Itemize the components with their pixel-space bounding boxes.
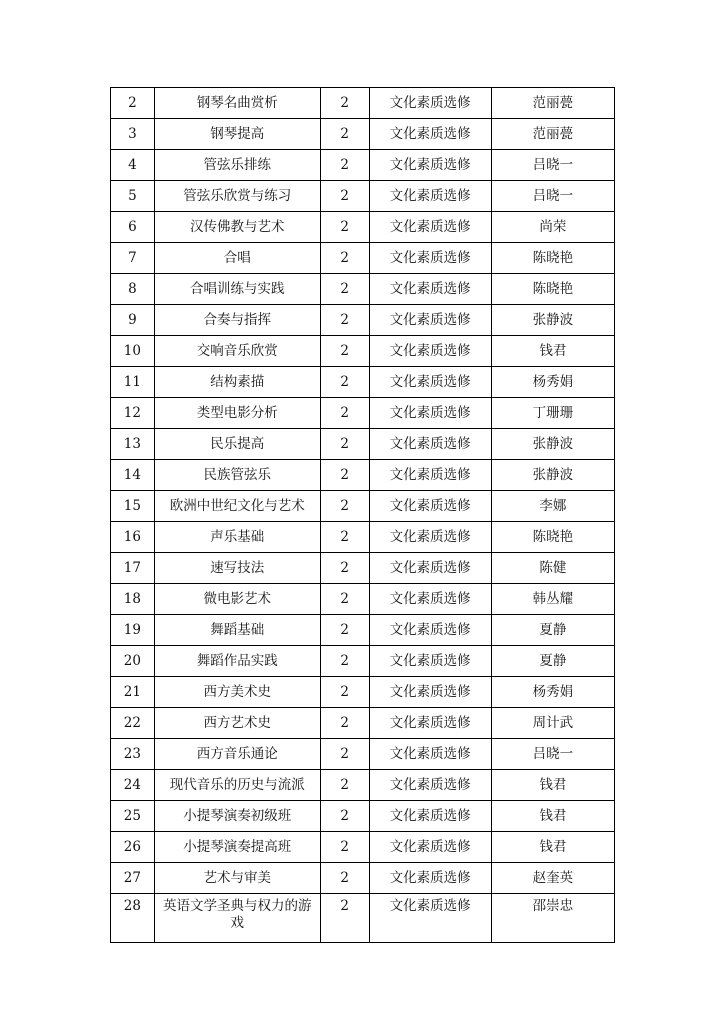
course-type-cell: 文化素质选修 bbox=[369, 243, 491, 274]
course-type-cell: 文化素质选修 bbox=[369, 522, 491, 553]
teacher-cell: 杨秀娟 bbox=[491, 367, 614, 398]
course-name-cell: 合唱训练与实践 bbox=[154, 274, 320, 305]
table-row bbox=[111, 491, 615, 522]
course-name-cell: 微电影艺术 bbox=[154, 584, 320, 615]
course-name-cell: 小提琴演奏初级班 bbox=[154, 801, 320, 832]
teacher-cell: 张静波 bbox=[491, 460, 614, 491]
credit-cell: 2 bbox=[320, 150, 369, 181]
teacher-cell: 钱君 bbox=[491, 336, 614, 367]
course-table bbox=[110, 87, 615, 943]
course-name-cell: 钢琴提高 bbox=[154, 119, 320, 150]
course-type-cell: 文化素质选修 bbox=[369, 305, 491, 336]
row-number-cell: 21 bbox=[111, 677, 155, 708]
row-number-cell: 16 bbox=[111, 522, 155, 553]
course-name-cell: 民族管弦乐 bbox=[154, 460, 320, 491]
row-number-cell: 2 bbox=[111, 88, 155, 119]
course-name-cell: 合唱 bbox=[154, 243, 320, 274]
table-row bbox=[111, 522, 615, 553]
row-number-cell: 20 bbox=[111, 646, 155, 677]
teacher-cell: 吕晓一 bbox=[491, 150, 614, 181]
course-type-cell: 文化素质选修 bbox=[369, 770, 491, 801]
table-row bbox=[111, 429, 615, 460]
teacher-cell: 赵奎英 bbox=[491, 863, 614, 894]
row-number-cell: 17 bbox=[111, 553, 155, 584]
course-type-cell: 文化素质选修 bbox=[369, 615, 491, 646]
course-type-cell: 文化素质选修 bbox=[369, 336, 491, 367]
teacher-cell: 杨秀娟 bbox=[491, 677, 614, 708]
course-type-cell: 文化素质选修 bbox=[369, 181, 491, 212]
table-row bbox=[111, 88, 615, 119]
table-row bbox=[111, 832, 615, 863]
row-number-cell: 8 bbox=[111, 274, 155, 305]
row-number-cell: 15 bbox=[111, 491, 155, 522]
row-number-cell: 24 bbox=[111, 770, 155, 801]
table-row bbox=[111, 708, 615, 739]
course-type-cell: 文化素质选修 bbox=[369, 584, 491, 615]
course-type-cell: 文化素质选修 bbox=[369, 708, 491, 739]
row-number-cell: 22 bbox=[111, 708, 155, 739]
credit-cell: 2 bbox=[320, 367, 369, 398]
teacher-cell: 邵崇忠 bbox=[491, 894, 614, 943]
course-type-cell: 文化素质选修 bbox=[369, 801, 491, 832]
course-type-cell: 文化素质选修 bbox=[369, 88, 491, 119]
table-row bbox=[111, 460, 615, 491]
credit-cell: 2 bbox=[320, 398, 369, 429]
row-number-cell: 26 bbox=[111, 832, 155, 863]
course-name-cell: 西方音乐通论 bbox=[154, 739, 320, 770]
credit-cell: 2 bbox=[320, 460, 369, 491]
row-number-cell: 19 bbox=[111, 615, 155, 646]
course-type-cell: 文化素质选修 bbox=[369, 739, 491, 770]
credit-cell: 2 bbox=[320, 336, 369, 367]
row-number-cell: 27 bbox=[111, 863, 155, 894]
course-type-cell: 文化素质选修 bbox=[369, 119, 491, 150]
table-row bbox=[111, 553, 615, 584]
row-number-cell: 10 bbox=[111, 336, 155, 367]
credit-cell: 2 bbox=[320, 677, 369, 708]
teacher-cell: 周计武 bbox=[491, 708, 614, 739]
credit-cell: 2 bbox=[320, 894, 369, 943]
course-table-body bbox=[111, 88, 615, 943]
course-type-cell: 文化素质选修 bbox=[369, 150, 491, 181]
row-number-cell: 7 bbox=[111, 243, 155, 274]
course-name-cell: 管弦乐欣赏与练习 bbox=[154, 181, 320, 212]
teacher-cell: 陈晓艳 bbox=[491, 243, 614, 274]
course-name-cell: 西方艺术史 bbox=[154, 708, 320, 739]
credit-cell: 2 bbox=[320, 274, 369, 305]
course-name-cell: 钢琴名曲赏析 bbox=[154, 88, 320, 119]
table-row bbox=[111, 894, 615, 943]
credit-cell: 2 bbox=[320, 305, 369, 336]
teacher-cell: 张静波 bbox=[491, 429, 614, 460]
table-row bbox=[111, 243, 615, 274]
credit-cell: 2 bbox=[320, 770, 369, 801]
credit-cell: 2 bbox=[320, 119, 369, 150]
course-name-cell: 结构素描 bbox=[154, 367, 320, 398]
teacher-cell: 韩丛耀 bbox=[491, 584, 614, 615]
row-number-cell: 28 bbox=[111, 894, 155, 943]
credit-cell: 2 bbox=[320, 243, 369, 274]
row-number-cell: 12 bbox=[111, 398, 155, 429]
course-type-cell: 文化素质选修 bbox=[369, 832, 491, 863]
course-name-cell: 英语文学圣典与权力的游戏 bbox=[154, 894, 320, 943]
teacher-cell: 钱君 bbox=[491, 832, 614, 863]
credit-cell: 2 bbox=[320, 646, 369, 677]
table-row bbox=[111, 212, 615, 243]
credit-cell: 2 bbox=[320, 615, 369, 646]
table-row bbox=[111, 398, 615, 429]
credit-cell: 2 bbox=[320, 584, 369, 615]
teacher-cell: 陈晓艳 bbox=[491, 274, 614, 305]
course-name-cell: 舞蹈基础 bbox=[154, 615, 320, 646]
table-row bbox=[111, 677, 615, 708]
teacher-cell: 钱君 bbox=[491, 770, 614, 801]
course-type-cell: 文化素质选修 bbox=[369, 274, 491, 305]
credit-cell: 2 bbox=[320, 801, 369, 832]
row-number-cell: 9 bbox=[111, 305, 155, 336]
teacher-cell: 张静波 bbox=[491, 305, 614, 336]
table-row bbox=[111, 584, 615, 615]
row-number-cell: 18 bbox=[111, 584, 155, 615]
credit-cell: 2 bbox=[320, 212, 369, 243]
row-number-cell: 11 bbox=[111, 367, 155, 398]
course-name-cell: 管弦乐排练 bbox=[154, 150, 320, 181]
teacher-cell: 钱君 bbox=[491, 801, 614, 832]
course-type-cell: 文化素质选修 bbox=[369, 429, 491, 460]
credit-cell: 2 bbox=[320, 553, 369, 584]
table-row bbox=[111, 181, 615, 212]
credit-cell: 2 bbox=[320, 863, 369, 894]
course-type-cell: 文化素质选修 bbox=[369, 367, 491, 398]
teacher-cell: 吕晓一 bbox=[491, 181, 614, 212]
credit-cell: 2 bbox=[320, 708, 369, 739]
course-type-cell: 文化素质选修 bbox=[369, 894, 491, 943]
course-name-cell: 艺术与审美 bbox=[154, 863, 320, 894]
credit-cell: 2 bbox=[320, 832, 369, 863]
teacher-cell: 尚荣 bbox=[491, 212, 614, 243]
row-number-cell: 6 bbox=[111, 212, 155, 243]
credit-cell: 2 bbox=[320, 429, 369, 460]
course-name-cell: 合奏与指挥 bbox=[154, 305, 320, 336]
course-name-cell: 民乐提高 bbox=[154, 429, 320, 460]
credit-cell: 2 bbox=[320, 88, 369, 119]
teacher-cell: 陈健 bbox=[491, 553, 614, 584]
table-row bbox=[111, 367, 615, 398]
course-type-cell: 文化素质选修 bbox=[369, 646, 491, 677]
course-type-cell: 文化素质选修 bbox=[369, 212, 491, 243]
table-row bbox=[111, 801, 615, 832]
row-number-cell: 14 bbox=[111, 460, 155, 491]
course-name-cell: 速写技法 bbox=[154, 553, 320, 584]
credit-cell: 2 bbox=[320, 522, 369, 553]
credit-cell: 2 bbox=[320, 739, 369, 770]
course-type-cell: 文化素质选修 bbox=[369, 677, 491, 708]
course-name-cell: 欧洲中世纪文化与艺术 bbox=[154, 491, 320, 522]
table-row bbox=[111, 150, 615, 181]
row-number-cell: 23 bbox=[111, 739, 155, 770]
table-row bbox=[111, 336, 615, 367]
course-type-cell: 文化素质选修 bbox=[369, 553, 491, 584]
table-row bbox=[111, 305, 615, 336]
table-row bbox=[111, 615, 615, 646]
teacher-cell: 夏静 bbox=[491, 615, 614, 646]
row-number-cell: 4 bbox=[111, 150, 155, 181]
course-name-cell: 类型电影分析 bbox=[154, 398, 320, 429]
course-name-cell: 现代音乐的历史与流派 bbox=[154, 770, 320, 801]
row-number-cell: 5 bbox=[111, 181, 155, 212]
course-type-cell: 文化素质选修 bbox=[369, 460, 491, 491]
credit-cell: 2 bbox=[320, 491, 369, 522]
credit-cell: 2 bbox=[320, 181, 369, 212]
course-name-cell: 交响音乐欣赏 bbox=[154, 336, 320, 367]
teacher-cell: 范丽甍 bbox=[491, 119, 614, 150]
course-name-cell: 小提琴演奏提高班 bbox=[154, 832, 320, 863]
row-number-cell: 3 bbox=[111, 119, 155, 150]
teacher-cell: 范丽甍 bbox=[491, 88, 614, 119]
table-row bbox=[111, 119, 615, 150]
teacher-cell: 李娜 bbox=[491, 491, 614, 522]
table-row bbox=[111, 646, 615, 677]
table-row bbox=[111, 274, 615, 305]
course-type-cell: 文化素质选修 bbox=[369, 491, 491, 522]
course-type-cell: 文化素质选修 bbox=[369, 863, 491, 894]
table-row bbox=[111, 863, 615, 894]
table-row bbox=[111, 770, 615, 801]
course-type-cell: 文化素质选修 bbox=[369, 398, 491, 429]
teacher-cell: 吕晓一 bbox=[491, 739, 614, 770]
teacher-cell: 丁珊珊 bbox=[491, 398, 614, 429]
course-name-cell: 西方美术史 bbox=[154, 677, 320, 708]
row-number-cell: 13 bbox=[111, 429, 155, 460]
course-name-cell: 声乐基础 bbox=[154, 522, 320, 553]
course-name-cell: 舞蹈作品实践 bbox=[154, 646, 320, 677]
teacher-cell: 陈晓艳 bbox=[491, 522, 614, 553]
row-number-cell: 25 bbox=[111, 801, 155, 832]
course-name-cell: 汉传佛教与艺术 bbox=[154, 212, 320, 243]
table-row bbox=[111, 739, 615, 770]
teacher-cell: 夏静 bbox=[491, 646, 614, 677]
